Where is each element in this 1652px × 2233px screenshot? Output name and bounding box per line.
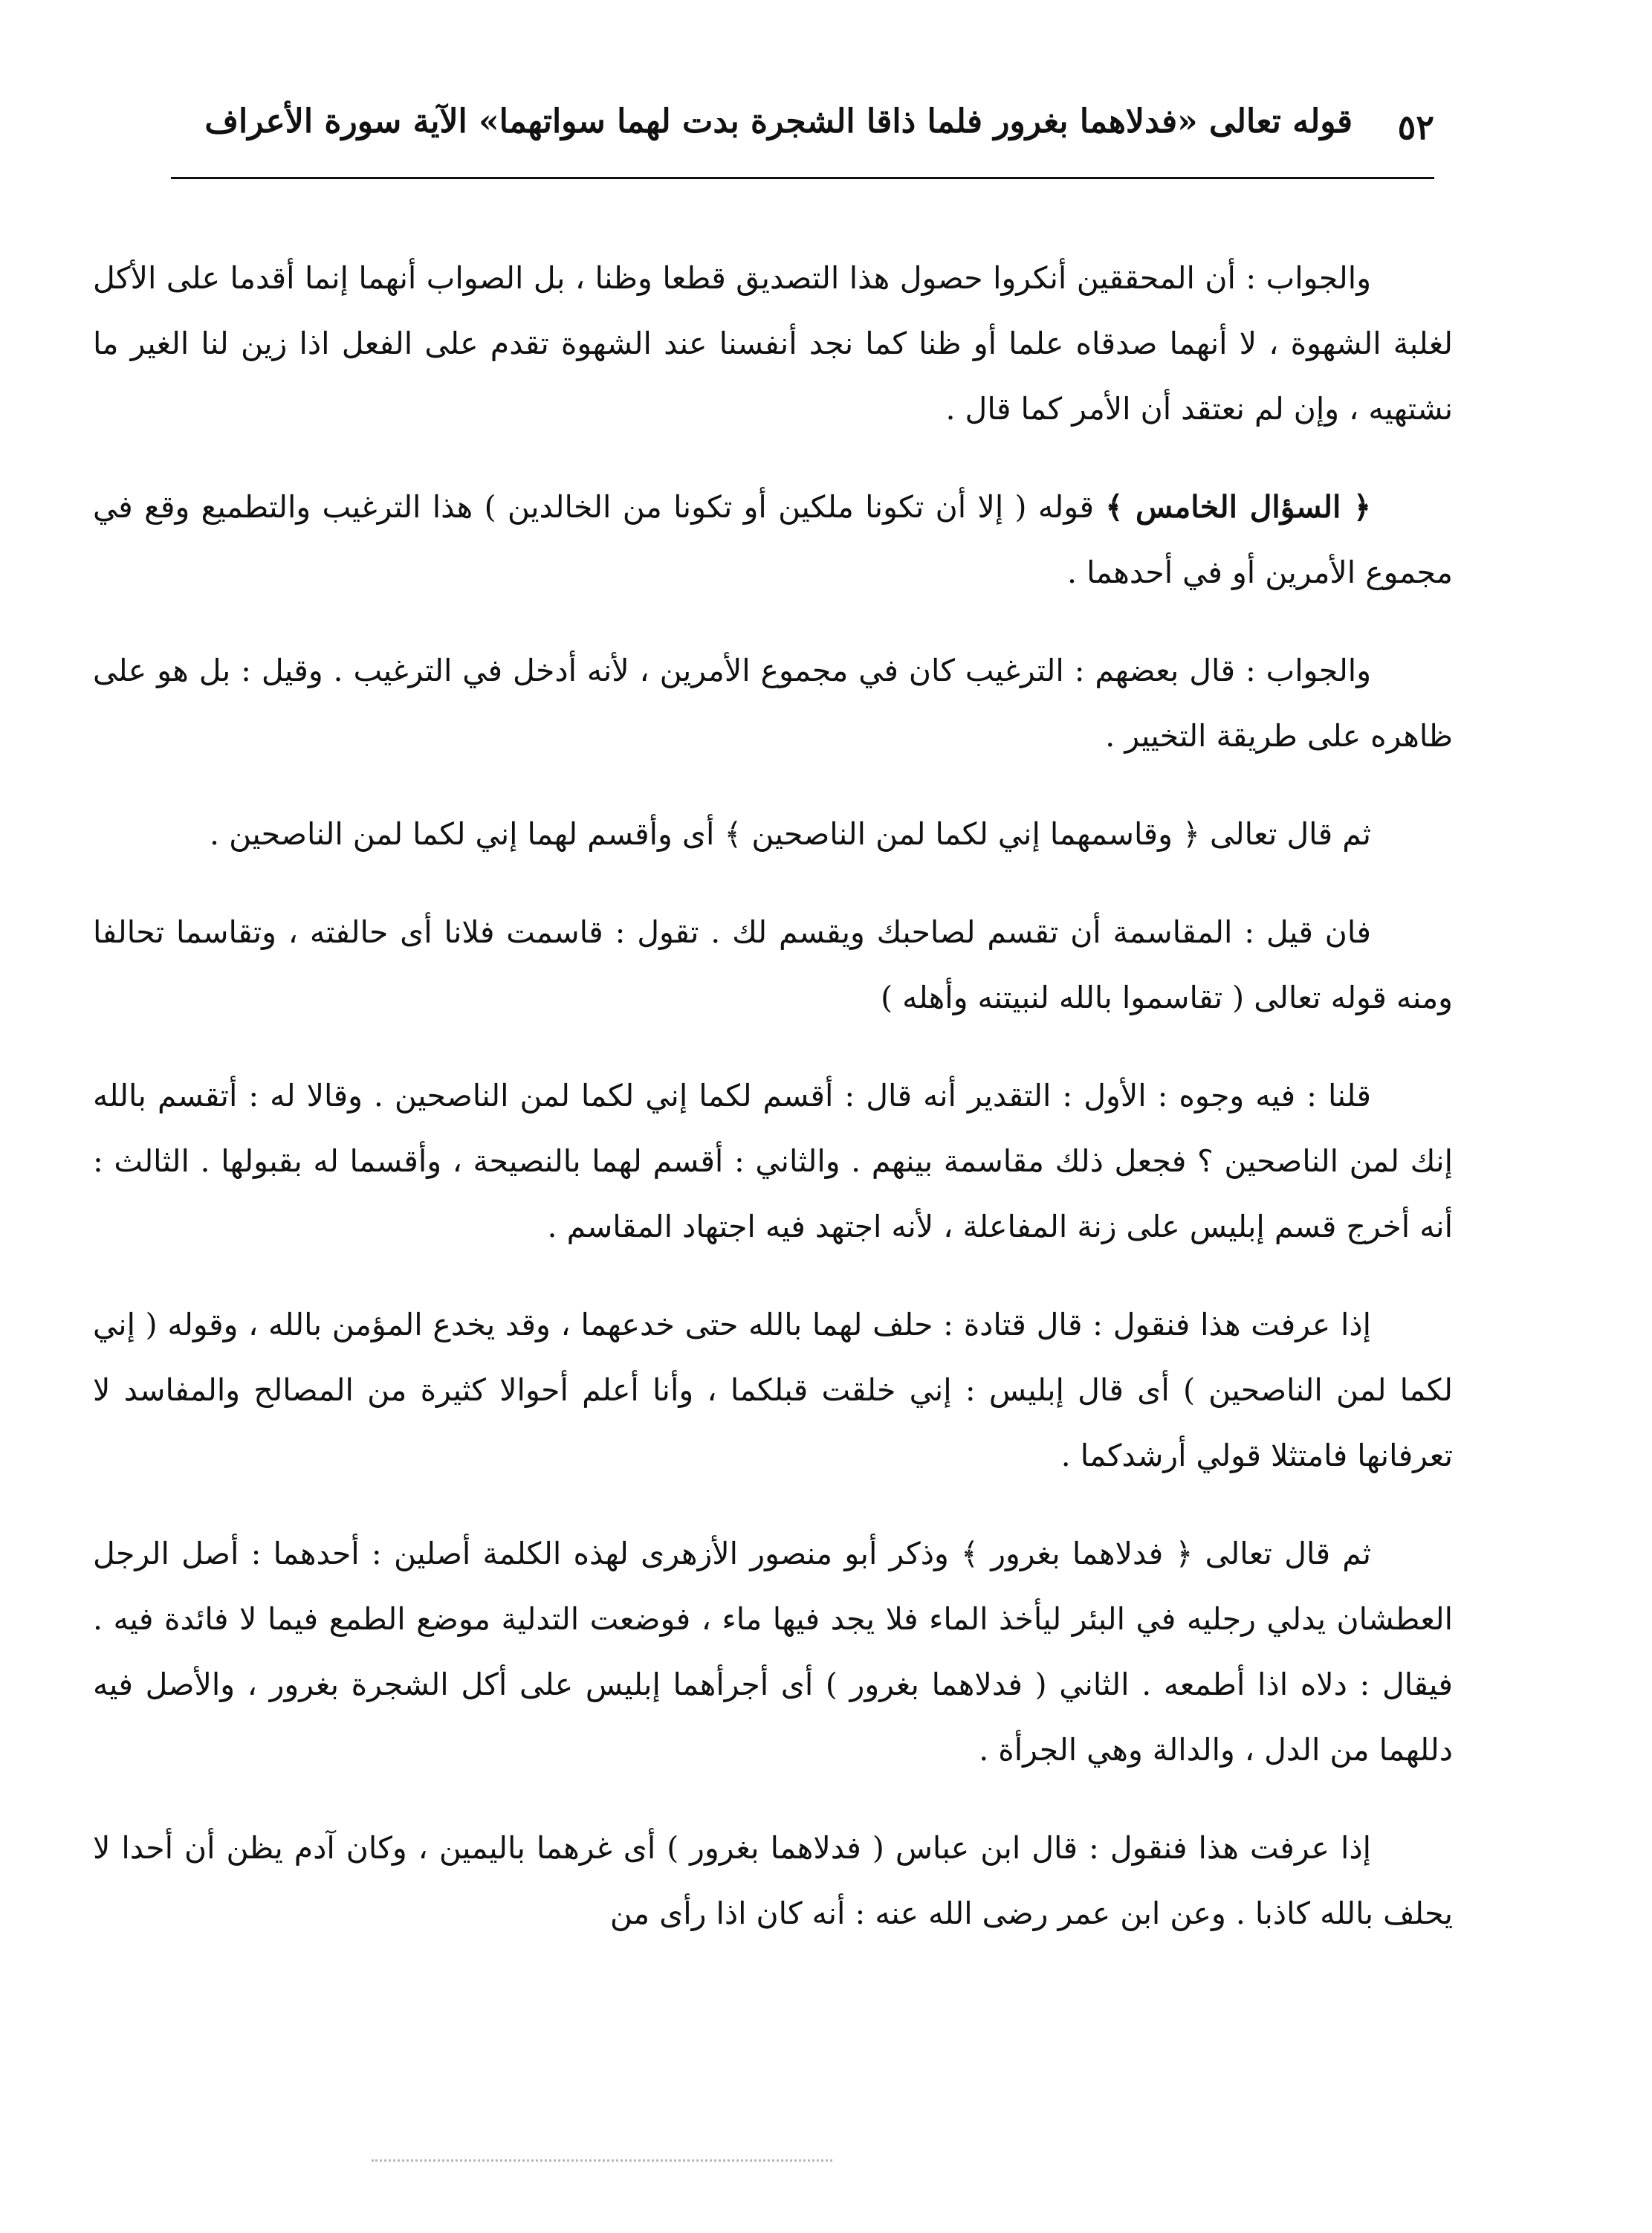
paragraph: إذا عرفت هذا فنقول : قال ابن عباس ( فدلاهما بغرور ) أى غرهما باليمين ، وكان آدم يظن أن أحدا لا يحلف بالله كاذبا . وعن ابن عمر رضى الله عنه : أنه كان اذا رأى من xyxy=(93,1830,1453,1931)
paragraph: إذا عرفت هذا فنقول : قال قتادة : حلف لهما بالله حتى خدعهما ، وقد يخدع المؤمن بالله ، وقوله ( إني لكما لمن الناصحين ) أى قال إبليس : إني خلقت قبلكما ، وأنا أعلم أحوالا كثيرة من المصالح والمفاسد لا تعرفانها فامتثلا قولي أرشدكما . xyxy=(93,1307,1453,1473)
running-title: قوله تعالى «فدلاهما بغرور فلما ذاقا الشجرة بدت لهما سواتهما» الآية سورة الأعراف xyxy=(204,103,1353,140)
header-rule xyxy=(171,177,1434,179)
question-label: ﴿ السؤال الخامس ﴾ xyxy=(1105,489,1371,525)
paragraph-text: قوله ( إلا أن تكونا ملكين أو تكونا من الخالدين ) هذا الترغيب والتطميع وقع في مجموع الأمرين أو في أحدهما . xyxy=(93,489,1453,590)
paragraph: فان قيل : المقاسمة أن تقسم لصاحبك ويقسم لك . تقول : قاسمت فلانا أى حالفته ، وتقاسما تحالفا ومنه قوله تعالى ( تقاسموا بالله لنبيتنه وأهله ) xyxy=(93,914,1453,1015)
paragraph xyxy=(93,474,1453,605)
paragraph: قلنا : فيه وجوه : الأول : التقدير أنه قال : أقسم لكما إني لكما لمن الناصحين . وقالا له : أتقسم بالله إنك لمن الناصحين ؟ فجعل ذلك مقاسمة بينهم . والثاني : أقسم لهما بالنصيحة ، وأقسما له بقبولها . الثالث : أنه أخرج قسم إبليس على زنة المفاعلة ، لأنه اجتهد فيه اجتهاد المقاسم . xyxy=(93,1078,1453,1244)
paragraph: والجواب : قال بعضهم : الترغيب كان في مجموع الأمرين ، لأنه أدخل في الترغيب . وقيل : بل هو على ظاهره على طريقة التخيير . xyxy=(93,653,1453,754)
paragraph: والجواب : أن المحققين أنكروا حصول هذا التصديق قطعا وظنا ، بل الصواب أنهما إنما أقدما على الأكل لغلبة الشهوة ، لا أنهما صدقاه علما أو ظنا كما نجد أنفسنا عند الشهوة تقدم على الفعل اذا زين لنا الغير ما نشتهيه ، وإن لم نعتقد أن الأمر كما قال . xyxy=(93,260,1453,427)
page-number: ٥٢ xyxy=(1397,107,1434,147)
paragraph: ثم قال تعالى ﴿ وقاسمهما إني لكما لمن الناصحين ﴾ أى وأقسم لهما إني لكما لمن الناصحين . xyxy=(210,816,1371,852)
body-text xyxy=(93,245,1453,1979)
page-header xyxy=(171,97,1434,164)
scan-artifact-dots xyxy=(372,2159,832,2165)
paragraph: ثم قال تعالى ﴿ فدلاهما بغرور ﴾ وذكر أبو منصور الأزهرى لهذه الكلمة أصلين : أحدهما : أصل الرجل العطشان يدلي رجليه في البئر ليأخذ الماء فلا يجد فيها ماء ، فوضعت التدلية موضع الطمع فيما لا فائدة فيه . فيقال : دلاه اذا أطمعه . الثاني ( فدلاهما بغرور ) أى أجرأهما إبليس على أكل الشجرة بغرور ، والأصل فيه دللهما من الدل ، والدالة وهي الجرأة . xyxy=(93,1536,1453,1768)
